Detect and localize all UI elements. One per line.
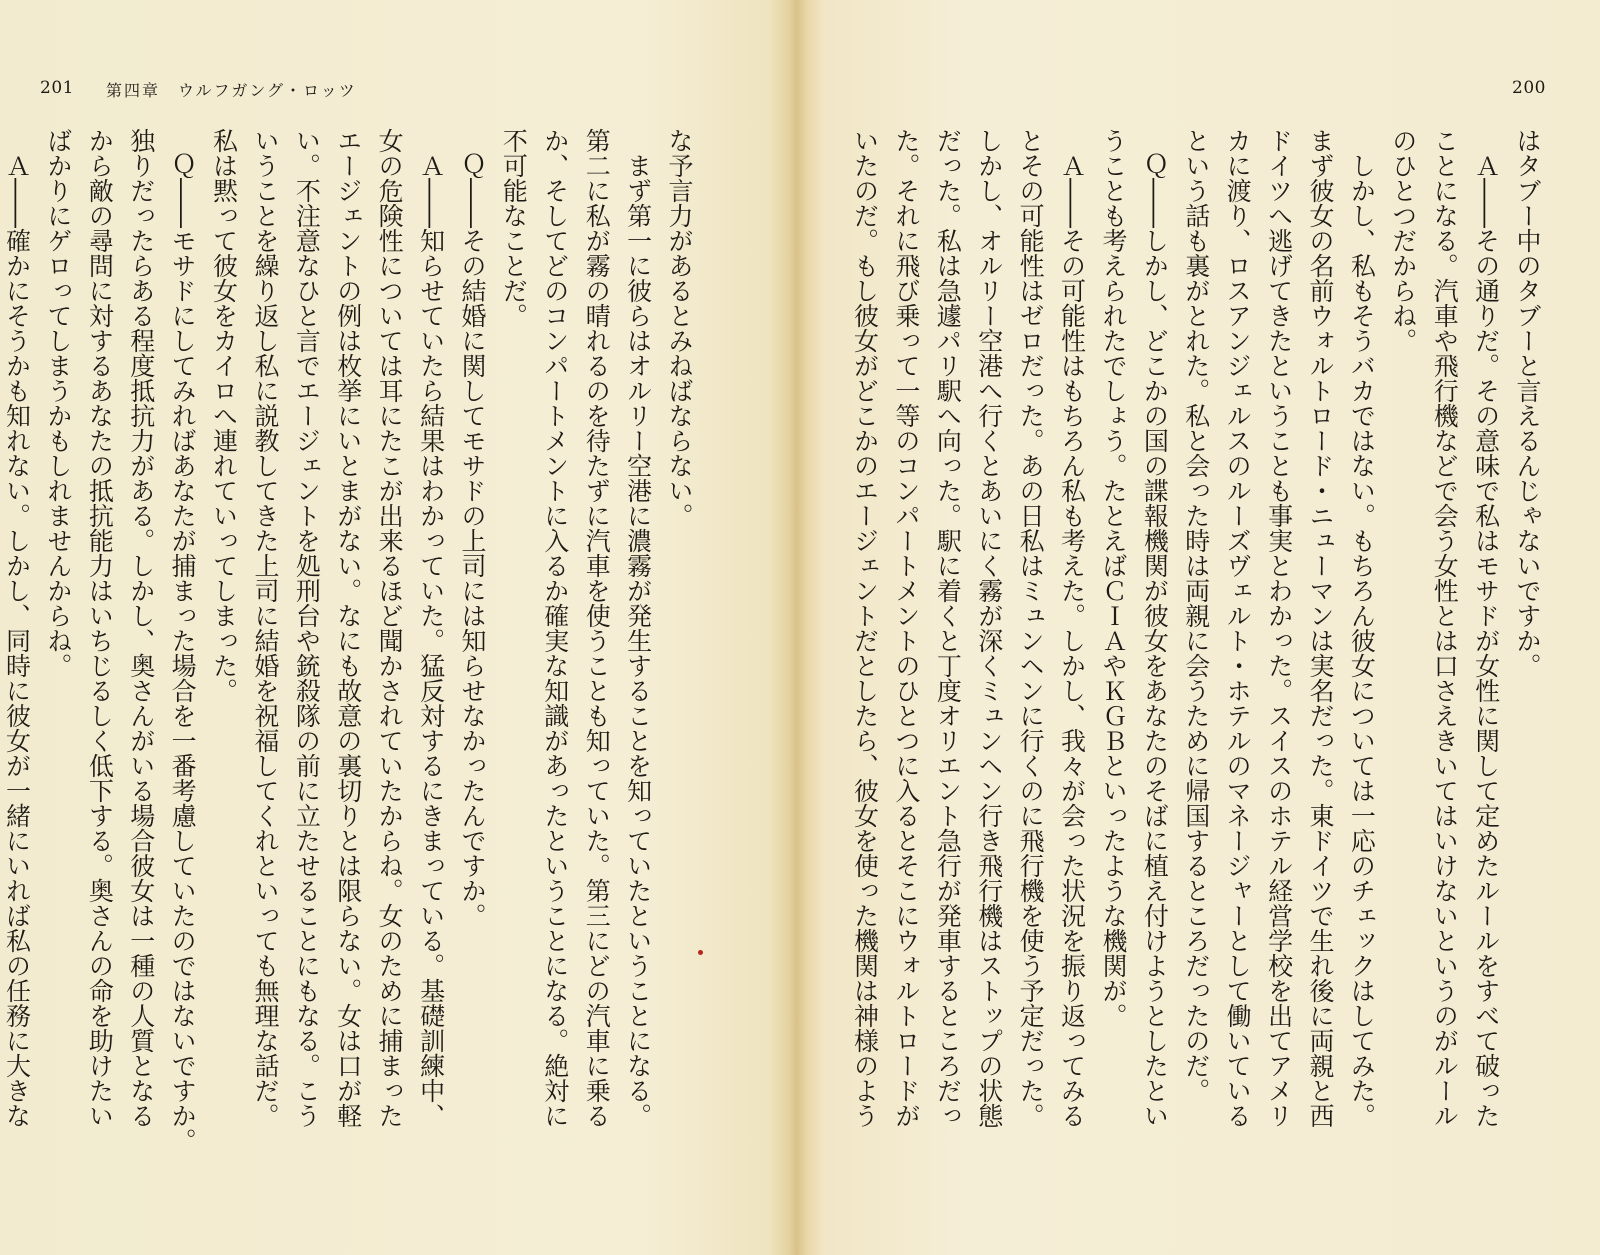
right-page-body: [850, 128, 1548, 1228]
text-column: しかし、オルリー空港へ行くとあいにく霧が深くミュンヘン行き飛行機はストップの状態: [974, 128, 1004, 1128]
text-column: Ａ――その可能性はもちろん私も考えた。しかし、我々が会った状況を振り返ってみる: [1057, 128, 1087, 1128]
running-header: 第四章 ウルフガング・ロッツ: [106, 81, 357, 100]
text-column: まず彼女の名前ウォルトロード・ニューマンは実名だった。東ドイツで生れ後に両親と西: [1305, 128, 1335, 1128]
page-number-left: 201: [40, 78, 74, 98]
text-column: Ａ――その通りだ。その意味で私はモサドが女性に関して定めたルールをすべて破った: [1471, 128, 1501, 1128]
left-page: [0, 0, 790, 1255]
text-column: しかし、私もそうバカではない。もちろん彼女については一応のチェックはしてみた。: [1347, 128, 1377, 1128]
text-column: な予言力があるとみねばならない。: [665, 128, 694, 528]
text-column: 不可能なことだ。: [499, 128, 529, 328]
text-column: ドイツへ逃げてきたということも事実とわかった。スイスのホテル経営学校を出てアメリ: [1264, 128, 1294, 1128]
text-column: 第二に私が霧の晴れるのを待たずに汽車を使うことも知っていた。第三にどの汽車に乗る: [582, 128, 612, 1128]
text-column: Ｑ――モサドにしてみればあなたが捕まった場合を一番考慮していたのではないですか。: [168, 128, 198, 1153]
text-column: とその可能性はゼロだった。あの日私はミュンヘンに行くのに飛行機を使う予定だった。: [1016, 128, 1046, 1128]
text-column: た。それに飛び乗って一等のコンパートメントのひとつに入るとそこにウォルトロードが: [891, 128, 921, 1128]
text-column: Ａ――確かにそうかも知れない。しかし、同時に彼女が一緒にいれば私の任務に大きな: [2, 128, 32, 1128]
text-column: Ｑ――その結婚に関してモサドの上司には知らせなかったんですか。: [457, 128, 487, 928]
text-column: いうことを繰り返し私に説教してきた上司に結婚を祝福してくれといっても無理な話だ。: [250, 128, 280, 1128]
text-column: 私は黙って彼女をカイロへ連れていってしまった。: [209, 128, 239, 703]
text-column: だった。私は急遽パリ駅へ向った。駅に着くと丁度オリエント急行が発車するところだっ: [933, 128, 963, 1128]
text-column: ことになる。汽車や飛行機などで会う女性とは口さえきいてはいけないというのがルール: [1430, 128, 1460, 1128]
text-column: い。不注意なひと言でエージェントを処刑台や銃殺隊の前に立たせることにもなる。こう: [292, 128, 322, 1128]
left-page-body: [2, 128, 700, 1228]
text-column: うことも考えられたでしょう。たとえばＣＩＡやＫＧＢといったような機関が。: [1098, 128, 1128, 1028]
text-column: 女の危険性については耳にたこが出来るほど聞かされていたからね。女のために捕まった: [375, 128, 405, 1128]
page-number-right: 200: [1512, 78, 1546, 98]
text-column: いたのだ。もし彼女がどこかのエージェントだとしたら、彼女を使った機関は神様のよう: [850, 128, 880, 1128]
text-column: から敵の尋問に対するあなたの抵抗能力はいちじるしく低下する。奥さんの命を助けたい: [85, 128, 115, 1128]
text-column: Ｑ――しかし、どこかの国の諜報機関が彼女をあなたのそばに植え付けようとしたとい: [1140, 128, 1170, 1128]
text-column: という話も裏がとれた。私と会った時は両親に会うために帰国するところだったのだ。: [1181, 128, 1211, 1103]
text-column: Ａ――知らせていたら結果はわかっていた。猛反対するにきまっている。基礎訓練中、: [416, 128, 446, 1128]
text-column: か、そしてどのコンパートメントに入るか確実な知識があったということになる。絶対に: [540, 128, 570, 1128]
text-column: エージェントの例は枚挙にいとまがない。なにも故意の裏切りとは限らない。女は口が軽: [333, 128, 363, 1128]
text-column: のひとつだからね。: [1388, 128, 1418, 353]
text-column: カに渡り、ロスアンジェルスのルーズヴェルト・ホテルのマネージャーとして働いている: [1223, 128, 1253, 1128]
text-column: 独りだったらある程度抵抗力がある。しかし、奥さんがいる場合彼女は一種の人質となる: [126, 128, 156, 1128]
text-column: まず第一に彼らはオルリー空港に濃霧が発生することを知っていたということになる。: [623, 128, 653, 1128]
text-column: はタブー中のタブーと言えるんじゃないですか。: [1513, 128, 1542, 678]
right-page: [800, 0, 1600, 1255]
ink-speck: [698, 950, 703, 955]
text-column: ばかりにゲロってしまうかもしれませんからね。: [43, 128, 73, 678]
